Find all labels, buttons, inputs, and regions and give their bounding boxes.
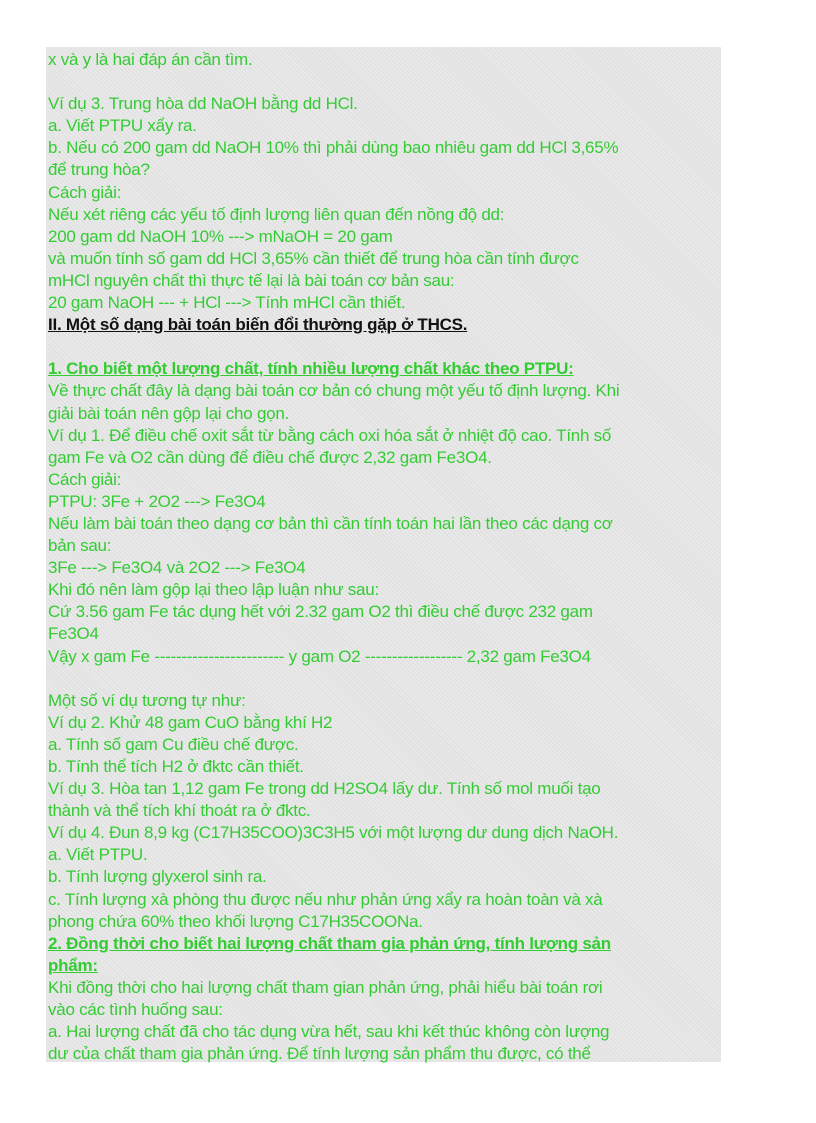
text-line: Ví dụ 4. Đun 8,9 kg (C17H35COO)3C3H5 với một lượng dư dung dịch NaOH.: [48, 823, 619, 843]
text-line: Cách giải:: [48, 182, 122, 202]
section-heading: phẩm:: [48, 955, 98, 975]
text-line: mHCl nguyên chất thì thực tế lại là bài toán cơ bản sau:: [48, 270, 455, 290]
text-line: gam Fe và O2 cần dùng để điều chế được 2,32 gam Fe3O4.: [48, 447, 492, 467]
text-line: 20 gam NaOH --- + HCl ---> Tính mHCl cần thiết.: [48, 293, 406, 313]
text-line: Về thực chất đây là dạng bài toán cơ bản có chung một yếu tố định lượng. Khi: [48, 381, 620, 401]
document-body: [48, 49, 728, 1065]
text-line: Cách giải:: [48, 469, 122, 489]
text-line: Khi đó nên làm gộp lại theo lập luận như sau:: [48, 580, 379, 600]
text-line: Ví dụ 3. Trung hòa dd NaOH bằng dd HCl.: [48, 94, 358, 114]
text-line: giải bài toán nên gộp lại cho gọn.: [48, 403, 290, 423]
text-line: vào các tình huống sau:: [48, 1000, 223, 1020]
text-line: Nếu xét riêng các yếu tố định lượng liên quan đến nồng độ dd:: [48, 204, 505, 224]
section-heading: II. Một số dạng bài toán biến đổi thường gặp ở THCS.: [48, 315, 468, 335]
text-line: a. Viết PTPU xẩy ra.: [48, 116, 197, 136]
text-line: Nếu làm bài toán theo dạng cơ bản thì cần tính toán hai lần theo các dạng cơ: [48, 513, 613, 533]
text-line: a. Tính số gam Cu điều chế được.: [48, 734, 299, 754]
text-line: x và y là hai đáp án cần tìm.: [48, 50, 253, 69]
text-line: dư của chất tham gia phản ứng. Để tính lượng sản phẩm thu được, có thể: [48, 1044, 591, 1064]
text-line: 200 gam dd NaOH 10% ---> mNaOH = 20 gam: [48, 226, 393, 246]
text-line: thành và thể tích khí thoát ra ở đktc.: [48, 801, 311, 821]
blank-line: [48, 668, 728, 690]
text-line: và muốn tính số gam dd HCl 3,65% cần thiết để trung hòa cần tính được: [48, 248, 579, 268]
text-line: PTPU: 3Fe + 2O2 ---> Fe3O4: [48, 491, 266, 511]
text-line: bản sau:: [48, 536, 112, 556]
blank-line: [48, 336, 728, 358]
text-line: Khi đồng thời cho hai lượng chất tham gian phản ứng, phải hiểu bài toán rơi: [48, 977, 603, 997]
text-line: a. Hai lượng chất đã cho tác dụng vừa hết, sau khi kết thúc không còn lượng: [48, 1022, 610, 1042]
text-line: Fe3O4: [48, 624, 99, 644]
text-line: Vậy x gam Fe ------------------------ y gam O2 ------------------ 2,32 gam Fe3O4: [48, 646, 591, 666]
text-line: b. Tính thể tích H2 ở đktc cần thiết.: [48, 757, 304, 776]
text-line: Cứ 3.56 gam Fe tác dụng hết với 2.32 gam O2 thì điều chế được 232 gam: [48, 602, 593, 622]
text-line: Ví dụ 2. Khử 48 gam CuO bằng khí H2: [48, 712, 333, 732]
section-heading: 1. Cho biết một lượng chất, tính nhiều lượng chất khác theo PTPU:: [48, 359, 574, 379]
text-line: b. Tính lượng glyxerol sinh ra.: [48, 867, 267, 887]
text-line: Ví dụ 3. Hòa tan 1,12 gam Fe trong dd H2SO4 lấy dư. Tính số mol muối tạo: [48, 779, 601, 799]
text-line: Một số ví dụ tương tự như:: [48, 690, 246, 710]
section-heading: 2. Đồng thời cho biết hai lượng chất tham gia phản ứng, tính lượng sản: [48, 933, 611, 953]
text-line: c. Tính lượng xà phòng thu được nếu như phản ứng xẩy ra hoàn toàn và xà: [48, 889, 603, 909]
text-line: Ví dụ 1. Để điều chế oxit sắt từ bằng cách oxi hóa sắt ở nhiệt độ cao. Tính số: [48, 425, 612, 445]
text-line: b. Nếu có 200 gam dd NaOH 10% thì phải dùng bao nhiêu gam dd HCl 3,65%: [48, 138, 619, 158]
text-line: a. Viết PTPU.: [48, 845, 148, 865]
text-line: để trung hòa?: [48, 160, 150, 180]
text-line: 3Fe ---> Fe3O4 và 2O2 ---> Fe3O4: [48, 558, 306, 578]
blank-line: [48, 71, 728, 93]
text-line: phong chứa 60% theo khối lượng C17H35COONa.: [48, 911, 423, 931]
